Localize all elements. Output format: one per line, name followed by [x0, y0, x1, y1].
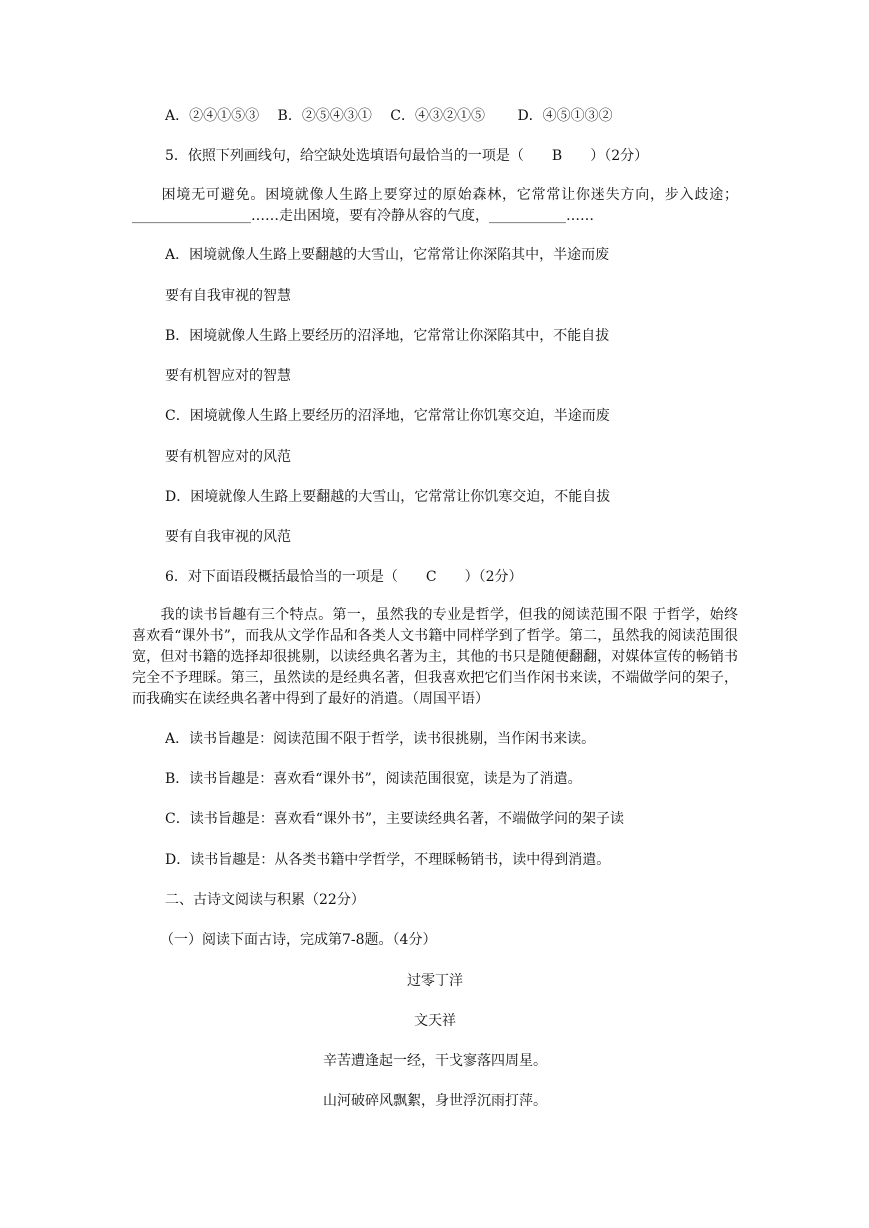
poem-author: 文天祥: [414, 1013, 456, 1029]
q5-option-a: A．困境就像人生路上要翻越的大雪山，它常常让你深陷其中，半途而废: [165, 247, 610, 263]
q5-option-c: C．困境就像人生路上要经历的沼泽地，它常常让你饥寒交迫，半途而废: [165, 408, 610, 424]
q6-option-b: B．读书旨趣是：喜欢看“课外书”，阅读范围很宽，读是为了消遣。: [165, 771, 582, 787]
section-heading: 二、古诗文阅读与积累（22分）: [165, 892, 365, 908]
poem-line-2: 山河破碎风飘絮，身世浮沉雨打萍。: [323, 1093, 547, 1109]
q6-option-c: C．读书旨趣是：喜欢看“课外书”，主要读经典名著，不端做学问的架子读: [165, 811, 625, 827]
poem-line-1: 辛苦遭逢起一经，干戈寥落四周星。: [323, 1053, 547, 1069]
q5-option-d-cont: 要有自我审视的风范: [165, 529, 291, 545]
q4-options: A．②④①⑤③ B．②⑤④③① C．④③②①⑤ D．④⑤①③②: [165, 108, 613, 124]
q5-passage: 困境无可避免。困境就像人生路上要穿过的原始森林，它常常让你迷失方向，步入歧途；_________________……走出困境，要有冷静从容的气度，___________……: [132, 187, 738, 224]
poem-title: 过零丁洋: [407, 973, 463, 989]
q6-passage: 我的读书旨趣有三个特点。第一，虽然我的专业是哲学，但我的阅读范围不限 于哲学，始终喜欢看“课外书”，而我从文学作品和各类人文书籍中同样学到了哲学。第二，虽然我的阅读范围很宽，但对书籍的选择却很挑剔，以读经典名著为主，其他的书只是随便翻翻，对媒体宣传的畅销书完全不予理睬。第三，虽然读的是经典名著，但我喜欢把它们当作闲书来读，不端做学问的架子，而我确实在读经典名著中得到了最好的消遣。（周国平语）: [132, 607, 738, 707]
q5-option-b: B．困境就像人生路上要经历的沼泽地，它常常让你深陷其中，不能自拔: [165, 328, 610, 344]
q5-option-b-cont: 要有机智应对的智慧: [165, 368, 291, 384]
q6-option-d: D．读书旨趣是：从各类书籍中学哲学，不理睬畅销书，读中得到消遣。: [165, 852, 611, 868]
q5-option-c-cont: 要有机智应对的风范: [165, 449, 291, 465]
q5-option-a-cont: 要有自我审视的智慧: [165, 288, 291, 304]
q5-stem: 5．依照下列画线句，给空缺处选填语句最恰当的一项是（ B ）（2分）: [165, 148, 649, 164]
section-subheading: （一）阅读下面古诗，完成第7-8题。（4分）: [160, 932, 437, 948]
q5-option-d: D．困境就像人生路上要翻越的大雪山，它常常让你饥寒交迫，不能自拔: [165, 489, 611, 505]
q6-option-a: A．读书旨趣是：阅读范围不限于哲学，读书很挑剔，当作闲书来读。: [165, 731, 596, 747]
q6-stem: 6．对下面语段概括最恰当的一项是（ C ）（2分）: [165, 569, 523, 585]
